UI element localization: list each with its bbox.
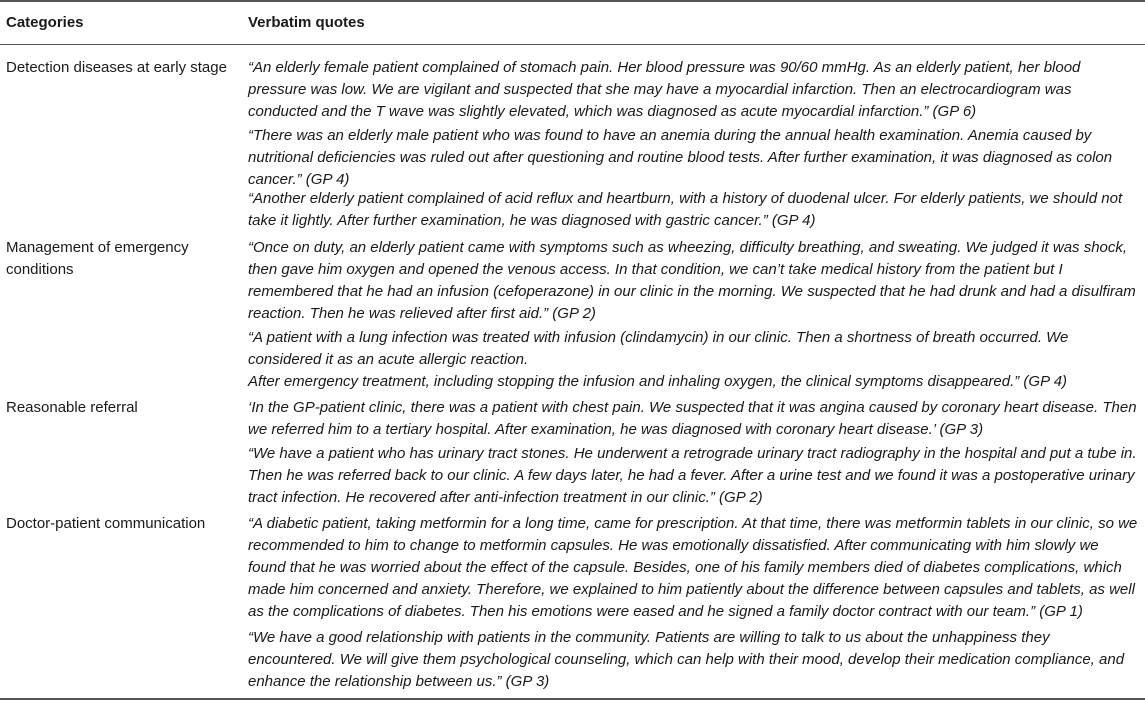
table-top-rule [0,0,1145,2]
header-verbatim-quotes: Verbatim quotes [248,14,365,31]
category-detection: Detection diseases at early stage [6,59,227,76]
category-referral: Reasonable referral [6,399,138,416]
category-communication: Doctor-patient communication [6,515,206,532]
header-categories: Categories [6,14,84,31]
quote-referral-1: ‘In the GP-patient clinic, there was a patient with chest pain. We suspected that it was angina caused by coronary heart disease. Then we referred him to a tertiary hospital. After examination, he was diagnosed with coronary heart disease.’ (GP 3) [248,399,1137,438]
quote-communication-2: “We have a good relationship with patients in the community. Patients are willing to talk to us about the unhappiness they encountered. We will give them psychological counseling, which can help with their mood, develop their medication compliance, and enhance the relationship between us.” (GP 3) [248,629,1125,690]
quote-detection-2: “There was an elderly male patient who was found to have an anemia during the annual health examination. Anemia caused by nutritional deficiencies was ruled out after questioning and routine blood tests. After further examination, it was diagnosed as colon cancer.” (GP 4) [248,127,1113,188]
quote-detection-1: “An elderly female patient complained of stomach pain. Her blood pressure was 90/60 mmHg. As an elderly patient, her blood pressure was low. We are vigilant and suspected that she may have a myocardial infarction. Then an electrocardiogram was conducted and the T wave was slightly elevated, which was diagnosed as acute myocardial infarction.” (GP 6) [248,59,1081,120]
quote-emergency-1: “Once on duty, an elderly patient came with symptoms such as wheezing, difficulty breathing, and sweating. We judged it was shock, then gave him oxygen and opened the venous access. In that condition, we can’t take medical history from the patient but I remembered that he had an infusion (cefoperazone) in our clinic in the morning. We suspected that he had drunk and had a disulfiram reaction. Then he was relieved after first aid.” (GP 2) [248,239,1136,322]
table-bottom-rule [0,698,1145,700]
category-emergency: Management of emergency conditions [6,239,189,278]
quote-detection-3: “Another elderly patient complained of acid reflux and heartburn, with a history of duodenal ulcer. For elderly patients, we should not take it lightly. After further examination, he was diagnosed with gastric cancer.” (GP 4) [248,190,1123,229]
quote-emergency-2: “A patient with a lung infection was treated with infusion (clindamycin) in our clinic. Then a shortness of breath occurred. We considered it as an acute allergic reaction. After emergency treatment, including stopping the infusion and inhaling oxygen, the clinical symptoms disappeared.” (GP 4) [248,329,1069,390]
quote-referral-2: “We have a patient who has urinary tract stones. He underwent a retrograde urinary tract radiography in the hospital and put a tube in. Then he was referred back to our clinic. A few days later, he had a fever. After a urine test and we found it was a postoperative urinary tract infection. He recovered after anti-infection treatment in our clinic.” (GP 2) [248,445,1137,506]
quote-communication-1: “A diabetic patient, taking metformin for a long time, came for prescription. At that time, there was metformin tablets in our clinic, so we recommended to him to change to metformin capsules. He was emotionally dissatisfied. After communicating with him slowly we found that he was worried about the effect of the capsule. Besides, one of his family members died of diabetes complications, which made him concerned and anxiety. Therefore, we explained to him patiently about the difference between capsules and tablets, as well as the complications of diabetes. Then his emotions were eased and he signed a family doctor contract with our team.” (GP 1) [248,515,1138,620]
table-header-rule [0,44,1145,45]
